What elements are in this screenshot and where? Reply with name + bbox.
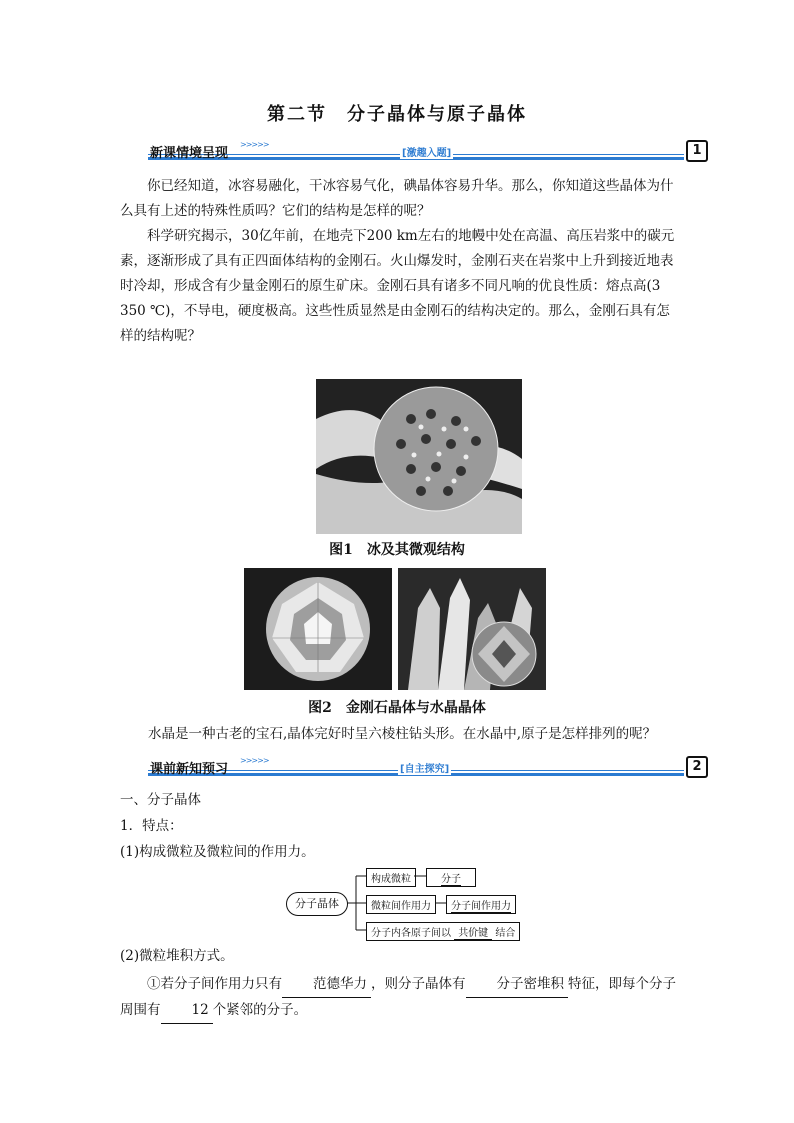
- heading-characteristics: 1．特点：: [120, 818, 183, 834]
- section-number: 1: [686, 140, 708, 162]
- section-tag: [激趣入题]: [400, 144, 453, 159]
- section-label: 课前新知预习: [150, 762, 229, 777]
- molecular-crystal-diagram: [286, 864, 536, 944]
- arrows-icon: >>>>>: [240, 140, 269, 149]
- diagram-root: 分子晶体: [286, 892, 348, 916]
- blank-vdw: 范德华力: [282, 972, 371, 998]
- intro-paragraph-2: 科学研究揭示，30亿年前，在地壳下200 km左右的地幔中处在高温、高压岩浆中的碳元素，逐渐形成了具有正四面体结构的金刚石。火山爆发时，金刚石夹在岩浆中上升到接近地表时冷却，形成含有少量金刚石的原生矿床。金刚石具有诸多不同凡响的优良性质：熔点高(3 350 ℃)，不导电，硬度极高。这些性质显然是由金刚石的结构决定的。那么，金刚石具有怎样的结构呢？: [120, 228, 675, 344]
- heading-particles-forces: (1)构成微粒及微粒间的作用力。: [120, 844, 315, 860]
- ice-structure-photo: [316, 379, 522, 534]
- diamond-photo: [244, 568, 392, 690]
- heading-molecular-crystal: 一、分子晶体: [120, 792, 201, 808]
- page-title: 第二节 分子晶体与原子晶体: [267, 104, 527, 125]
- figure-2-caption: 图2 金刚石晶体与水晶晶体: [308, 700, 486, 716]
- intro-paragraph-1: 你已经知道，冰容易融化，干冰容易气化，碘晶体容易升华。那么，你知道这些晶体为什么具有上述的特殊性质吗？它们的结构是怎样的呢？: [120, 178, 674, 219]
- diagram-answer-forces: 分子间作用力: [446, 895, 516, 914]
- arrows-icon: >>>>>: [240, 756, 269, 765]
- quartz-crystal-photo: [398, 568, 546, 690]
- blank-close-packing: 分子密堆积: [466, 972, 569, 998]
- diagram-answer-particles: 分子: [426, 868, 476, 887]
- figure-1-caption: 图1 冰及其微观结构: [329, 542, 465, 558]
- section-tag: [自主探究]: [398, 760, 451, 775]
- quartz-paragraph: 水晶是一种古老的宝石,晶体完好时呈六棱柱钻头形。在水晶中,原子是怎样排列的呢？: [148, 726, 657, 742]
- diagram-node-bonding: 分子内各原子间以 共价键 结合: [366, 922, 520, 941]
- section-label: 新课情境呈现: [150, 146, 229, 161]
- diagram-node-particles: 构成微粒: [366, 868, 416, 887]
- packing-paragraph: ①若分子间作用力只有 范德华力 ，则分子晶体有 分子密堆积 特征，即每个分子周围有 12 个紧邻的分子。: [120, 972, 680, 1024]
- section-banner-preview: [148, 756, 708, 778]
- blank-coordination: 12: [161, 998, 213, 1024]
- section-number: 2: [686, 756, 708, 778]
- heading-packing: (2)微粒堆积方式。: [120, 948, 234, 964]
- diagram-node-forces: 微粒间作用力: [366, 895, 436, 914]
- section-banner-intro: [148, 140, 708, 162]
